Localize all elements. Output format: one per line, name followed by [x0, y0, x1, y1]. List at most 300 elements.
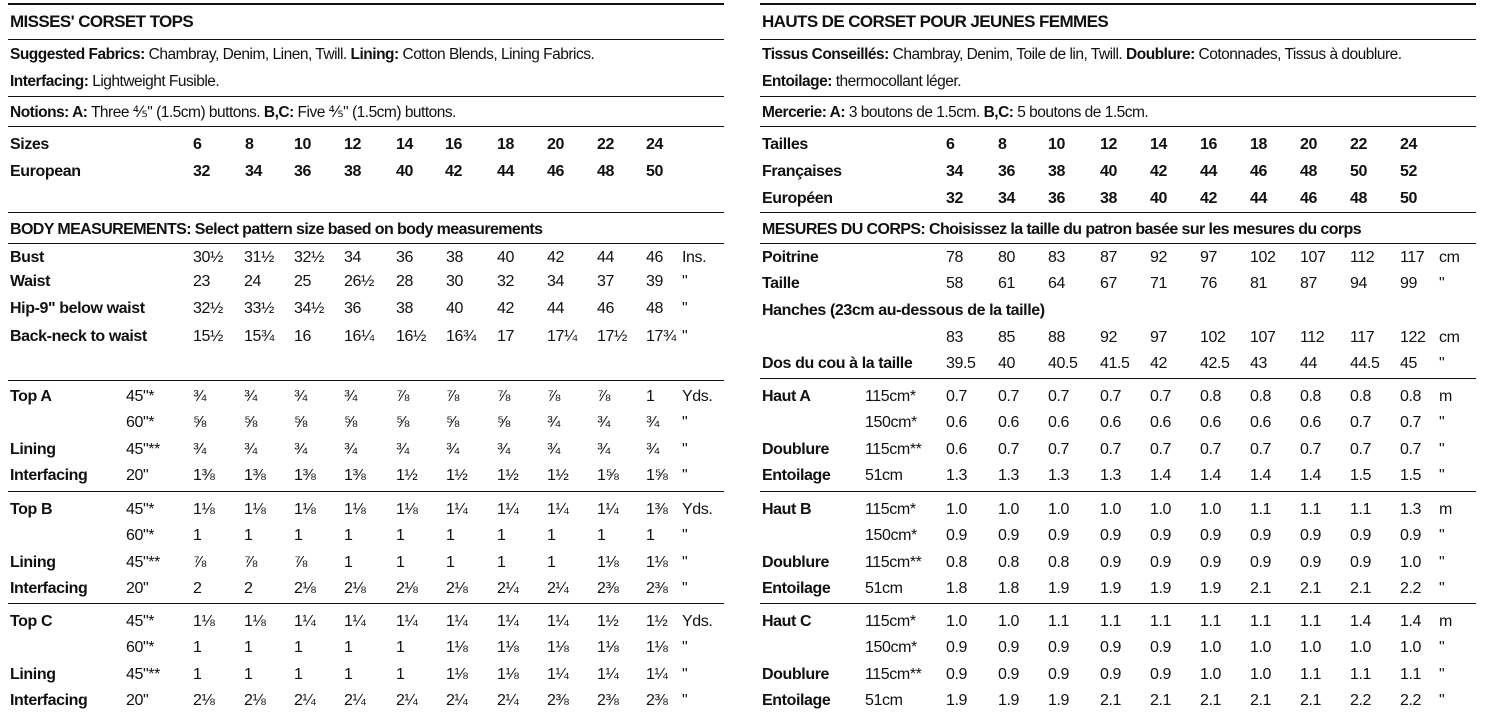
measurement-value: 16¼: [344, 328, 374, 345]
yardage-value: 2.1: [1250, 692, 1272, 709]
yardage-value: 0.9: [1150, 666, 1172, 683]
yardage-value: 1.1: [1100, 613, 1122, 630]
measurement-value: 40: [497, 249, 514, 266]
yardage-value: 1.0: [998, 501, 1020, 518]
measurement-value: 34: [547, 273, 564, 290]
yardage-value: 1.0: [946, 501, 968, 518]
yardage-value: 1.0: [1200, 666, 1222, 683]
measurement-value: 97: [1150, 329, 1167, 346]
measurement-value: 37: [597, 273, 614, 290]
rule: [760, 212, 1476, 213]
yardage-value: 1.9: [1100, 580, 1122, 597]
measurement-value: 92: [1150, 249, 1167, 266]
yardage-value: 0.8: [1200, 388, 1222, 405]
size-value: 48: [1350, 190, 1367, 207]
yardage-value: 1.1: [1350, 666, 1372, 683]
yardage-row-label: Haut B: [762, 501, 812, 518]
yardage-value: ¾: [294, 441, 307, 458]
yardage-value: 0.9: [1048, 639, 1070, 656]
yardage-value: 2: [193, 580, 202, 597]
measurement-value: 32: [497, 273, 514, 290]
yardage-value: 1.1: [1400, 666, 1422, 683]
measurement-value: 17¼: [547, 328, 577, 345]
yardage-value: 1.3: [998, 467, 1020, 484]
size-value: 44: [497, 163, 514, 180]
measurement-value: 32½: [294, 249, 324, 266]
size-row-label: Tailles: [762, 136, 808, 153]
yardage-value: ⅞: [294, 554, 307, 571]
fabric-width: 115cm*: [865, 613, 916, 630]
page-title: MISSES' CORSET TOPS: [10, 12, 194, 31]
yardage-value: 1: [646, 388, 655, 405]
measurement-value: 17¾: [646, 328, 676, 345]
measurement-value: 36: [344, 300, 361, 317]
french-panel: [760, 0, 1478, 715]
measurement-value: 42: [1150, 355, 1167, 372]
size-value: 6: [946, 136, 955, 153]
yardage-value: 1¼: [547, 501, 569, 518]
measurement-value: 76: [1200, 275, 1217, 292]
yardage-value: 0.9: [1300, 554, 1322, 571]
yardage-value: 0.9: [1100, 554, 1122, 571]
yardage-value: ¾: [646, 441, 659, 458]
measurement-value: 31½: [244, 249, 274, 266]
measurement-value: 78: [946, 249, 963, 266]
yardage-value: 0.9: [1150, 554, 1172, 571]
yardage-value: 1⅛: [497, 639, 519, 656]
measurement-value: 46: [597, 300, 614, 317]
unit-label: ": [682, 692, 688, 709]
yardage-value: ¾: [193, 441, 206, 458]
fabric-width: 45"**: [126, 441, 160, 458]
measurement-value: 58: [946, 275, 963, 292]
yardage-value: 2⅜: [646, 692, 668, 709]
yardage-value: 1.0: [1200, 639, 1222, 656]
yardage-row-label: Haut A: [762, 388, 811, 405]
unit-label: ": [1439, 554, 1445, 571]
unit-label: ": [1439, 639, 1445, 656]
yardage-value: 1: [396, 554, 405, 571]
measurement-value: 81: [1250, 275, 1267, 292]
measurement-value: 122: [1400, 329, 1426, 346]
yardage-value: 0.9: [1150, 639, 1172, 656]
size-value: 32: [193, 163, 210, 180]
fabric-width: 51cm: [865, 580, 903, 597]
unit-label: cm: [1439, 249, 1460, 266]
measurement-value: 80: [998, 249, 1015, 266]
measurement-value: 39: [646, 273, 663, 290]
size-value: 48: [597, 163, 614, 180]
size-value: 18: [1250, 136, 1267, 153]
fabric-width: 45"*: [126, 613, 155, 630]
yardage-value: 1.0: [1400, 639, 1422, 656]
body-measurements-header: MESURES DU CORPS: Choisissez la taille du patron basée sur les mesures du corps: [762, 221, 1362, 238]
yardage-row-label: Interfacing: [10, 580, 88, 597]
size-value: 50: [646, 163, 663, 180]
rule: [760, 39, 1476, 40]
fabric-width: 115cm**: [865, 554, 922, 571]
size-row-label: Sizes: [10, 136, 49, 153]
yardage-value: 2¼: [547, 580, 569, 597]
yardage-value: 2.2: [1350, 692, 1372, 709]
notions-line: Notions: A: Three ⅘" (1.5cm) buttons. B,C: Five ⅘" (1.5cm) buttons.: [10, 104, 456, 121]
yardage-value: 1: [497, 527, 506, 544]
unit-label: cm: [1439, 329, 1460, 346]
yardage-row-label: Doublure: [762, 666, 830, 683]
yardage-row-label: Interfacing: [10, 467, 88, 484]
size-row-label: Françaises: [762, 163, 842, 180]
size-value: 36: [294, 163, 311, 180]
yardage-value: 0.8: [946, 554, 968, 571]
yardage-value: 1¼: [547, 666, 569, 683]
yardage-value: 1: [344, 666, 353, 683]
fabric-width: 20": [126, 580, 149, 597]
unit-label: ": [682, 554, 688, 571]
unit-label: Ins.: [682, 249, 707, 266]
fabric-width: 115cm*: [865, 388, 916, 405]
fabric-width: 20": [126, 692, 149, 709]
yardage-value: ⅞: [446, 388, 459, 405]
unit-label: ": [1439, 666, 1445, 683]
yardage-value: 1⅜: [244, 467, 266, 484]
yardage-value: 2¼: [446, 692, 468, 709]
unit-label: Yds.: [682, 501, 713, 518]
yardage-value: 1⅛: [597, 639, 619, 656]
yardage-value: 0.6: [946, 414, 968, 431]
measurement-label: Taille: [762, 275, 800, 292]
measurement-value: 107: [1250, 329, 1276, 346]
yardage-value: 0.9: [1048, 666, 1070, 683]
yardage-value: 2¼: [294, 692, 316, 709]
yardage-value: 0.8: [1400, 388, 1422, 405]
yardage-value: 1⅛: [547, 639, 569, 656]
yardage-value: ¾: [344, 441, 357, 458]
yardage-value: ⅝: [294, 414, 307, 431]
yardage-value: 1.4: [1400, 613, 1422, 630]
yardage-value: 2¼: [396, 692, 418, 709]
measurement-value: 107: [1300, 249, 1326, 266]
yardage-value: 1: [193, 527, 202, 544]
unit-label: m: [1439, 613, 1452, 630]
yardage-value: 0.6: [1200, 414, 1222, 431]
measurement-value: 42: [547, 249, 564, 266]
size-value: 10: [294, 136, 311, 153]
measurement-value: 85: [998, 329, 1015, 346]
fabric-width: 150cm*: [865, 527, 917, 544]
measurement-value: 41.5: [1100, 355, 1130, 372]
yardage-value: 1.9: [1048, 580, 1070, 597]
yardage-value: 1: [294, 666, 303, 683]
yardage-value: 1.9: [1150, 580, 1172, 597]
yardage-value: 0.8: [998, 554, 1020, 571]
yardage-value: 0.6: [998, 414, 1020, 431]
yardage-value: 1¼: [446, 501, 468, 518]
yardage-value: 0.9: [1100, 639, 1122, 656]
size-value: 6: [193, 136, 202, 153]
yardage-value: ⅝: [396, 414, 409, 431]
fabric-width: 20": [126, 467, 149, 484]
yardage-value: 2⅜: [597, 580, 619, 597]
size-value: 46: [1300, 190, 1317, 207]
yardage-value: 1: [547, 527, 556, 544]
yardage-value: 1: [193, 639, 202, 656]
fabrics-line: Suggested Fabrics: Chambray, Denim, Linen, Twill. Lining: Cotton Blends, Lining Fabrics.: [10, 46, 595, 63]
yardage-value: 1.3: [946, 467, 968, 484]
unit-label: ": [682, 467, 688, 484]
yardage-value: ⅝: [446, 414, 459, 431]
yardage-value: 1: [294, 639, 303, 656]
measurement-value: 16: [294, 328, 311, 345]
yardage-value: 1⅛: [344, 501, 366, 518]
unit-label: ": [1439, 355, 1445, 372]
yardage-value: 0.7: [1400, 441, 1422, 458]
size-value: 38: [344, 163, 361, 180]
yardage-value: 1.9: [1048, 692, 1070, 709]
notions-line: Mercerie: A: 3 boutons de 1.5cm. B,C: 5 boutons de 1.5cm.: [762, 104, 1149, 121]
measurement-value: 92: [1100, 329, 1117, 346]
yardage-value: ⅝: [497, 414, 510, 431]
yardage-value: 2⅜: [597, 692, 619, 709]
yardage-value: 1.1: [1250, 501, 1272, 518]
yardage-value: 2.2: [1400, 580, 1422, 597]
yardage-value: 1½: [547, 467, 569, 484]
yardage-value: 1¼: [344, 613, 366, 630]
yardage-value: 0.7: [1350, 414, 1372, 431]
unit-label: ": [1439, 692, 1445, 709]
yardage-value: 0.7: [1400, 414, 1422, 431]
yardage-value: 1.9: [998, 692, 1020, 709]
yardage-row-label: Haut C: [762, 613, 812, 630]
yardage-value: 1.4: [1150, 467, 1172, 484]
yardage-value: 0.9: [946, 639, 968, 656]
measurement-label: Hip-9" below waist: [10, 300, 145, 317]
unit-label: ": [1439, 580, 1445, 597]
measurement-value: 24: [244, 273, 261, 290]
yardage-value: ¾: [294, 388, 307, 405]
measurement-value: 30½: [193, 249, 223, 266]
measurement-value: 38: [396, 300, 413, 317]
yardage-value: 0.7: [998, 388, 1020, 405]
rule: [760, 491, 1476, 492]
yardage-value: 1⅛: [446, 639, 468, 656]
yardage-value: ⅞: [244, 554, 257, 571]
measurement-value: 34½: [294, 300, 324, 317]
yardage-value: ¾: [396, 441, 409, 458]
yardage-value: ¾: [547, 414, 560, 431]
yardage-value: 0.9: [1400, 527, 1422, 544]
yardage-value: 2¼: [344, 692, 366, 709]
yardage-value: 1: [344, 639, 353, 656]
measurement-value: 26½: [344, 273, 374, 290]
yardage-value: ¾: [646, 414, 659, 431]
yardage-value: 0.7: [1350, 441, 1372, 458]
yardage-value: 0.6: [946, 441, 968, 458]
size-value: 38: [1100, 190, 1117, 207]
measurement-value: 94: [1350, 275, 1367, 292]
yardage-value: 1: [396, 639, 405, 656]
measurement-value: 87: [1100, 249, 1117, 266]
yardage-value: 0.7: [1150, 388, 1172, 405]
yardage-row-label: Entoilage: [762, 467, 831, 484]
yardage-value: 0.7: [1300, 441, 1322, 458]
yardage-value: 0.9: [1048, 527, 1070, 544]
yardage-value: ⅞: [597, 388, 610, 405]
yardage-value: 1: [497, 554, 506, 571]
yardage-value: 0.6: [1150, 414, 1172, 431]
measurement-value: 42.5: [1200, 355, 1230, 372]
yardage-value: 1⅛: [244, 613, 266, 630]
measurement-value: 88: [1048, 329, 1065, 346]
measurement-value: 99: [1400, 275, 1417, 292]
yardage-value: 1.1: [1350, 501, 1372, 518]
yardage-value: 1: [547, 554, 556, 571]
yardage-row-label: Lining: [10, 666, 56, 683]
size-value: 40: [1100, 163, 1117, 180]
size-value: 18: [497, 136, 514, 153]
fabric-width: 45"*: [126, 501, 155, 518]
yardage-value: 0.9: [1100, 666, 1122, 683]
rule: [8, 603, 724, 604]
measurement-value: 42: [497, 300, 514, 317]
yardage-value: 1: [244, 639, 253, 656]
measurement-value: 102: [1200, 329, 1226, 346]
yardage-value: 1⅜: [646, 501, 668, 518]
fabric-width: 60"*: [126, 639, 155, 656]
interfacing-line: Interfacing: Lightweight Fusible.: [10, 73, 220, 90]
yardage-value: ⅞: [497, 388, 510, 405]
rule: [8, 126, 724, 127]
yardage-row-label: Doublure: [762, 441, 830, 458]
measurement-label: Hanches (23cm au-dessous de la taille): [762, 302, 1045, 319]
yardage-value: 1: [193, 666, 202, 683]
rule: [760, 96, 1476, 97]
size-row-label: Européen: [762, 190, 833, 207]
size-value: 32: [946, 190, 963, 207]
measurement-value: 23: [193, 273, 210, 290]
unit-label: ": [1439, 441, 1445, 458]
yardage-value: 1⅜: [193, 467, 215, 484]
measurement-value: 36: [396, 249, 413, 266]
yardage-value: 1⅛: [244, 501, 266, 518]
measurement-value: 40.5: [1048, 355, 1078, 372]
unit-label: ": [682, 527, 688, 544]
size-value: 16: [1200, 136, 1217, 153]
rule: [760, 378, 1476, 379]
yardage-value: 2.2: [1400, 692, 1422, 709]
yardage-value: 1⅛: [446, 666, 468, 683]
measurement-value: 25: [294, 273, 311, 290]
measurement-value: 83: [946, 329, 963, 346]
measurement-value: 32½: [193, 300, 223, 317]
interfacing-line: Entoilage: thermocollant léger.: [762, 73, 961, 90]
yardage-value: 0.7: [1200, 441, 1222, 458]
yardage-value: 2⅛: [446, 580, 468, 597]
yardage-value: 0.6: [1048, 414, 1070, 431]
yardage-value: 0.9: [1300, 527, 1322, 544]
yardage-value: ⅞: [396, 388, 409, 405]
fabric-width: 60"*: [126, 527, 155, 544]
measurement-label: Dos du cou à la taille: [762, 355, 913, 372]
measurement-value: 34: [344, 249, 361, 266]
yardage-value: 0.9: [1250, 554, 1272, 571]
size-value: 40: [396, 163, 413, 180]
rule: [8, 491, 724, 492]
yardage-value: 1.8: [998, 580, 1020, 597]
measurement-label: Back-neck to waist: [10, 328, 147, 345]
yardage-value: 2.1: [1300, 692, 1322, 709]
unit-label: Yds.: [682, 388, 713, 405]
yardage-value: 1⅛: [396, 501, 418, 518]
yardage-value: 1¼: [547, 613, 569, 630]
yardage-value: 0.9: [946, 527, 968, 544]
unit-label: ": [682, 639, 688, 656]
yardage-value: 1: [597, 527, 606, 544]
size-value: 48: [1300, 163, 1317, 180]
yardage-value: 2.1: [1350, 580, 1372, 597]
measurement-value: 28: [396, 273, 413, 290]
fabric-width: 150cm*: [865, 414, 917, 431]
size-value: 34: [245, 163, 262, 180]
yardage-value: 0.9: [1250, 527, 1272, 544]
yardage-value: 2⅛: [193, 692, 215, 709]
yardage-value: 1.0: [1150, 501, 1172, 518]
yardage-value: ¾: [547, 441, 560, 458]
yardage-value: 0.9: [998, 639, 1020, 656]
yardage-value: 0.7: [1250, 441, 1272, 458]
yardage-value: 1: [446, 527, 455, 544]
rule: [8, 39, 724, 40]
yardage-value: 0.9: [1350, 527, 1372, 544]
yardage-value: 1½: [396, 467, 418, 484]
yardage-value: 1: [446, 554, 455, 571]
yardage-value: 1⅛: [597, 554, 619, 571]
unit-label: m: [1439, 501, 1452, 518]
measurement-value: 87: [1300, 275, 1317, 292]
yardage-value: 0.9: [1350, 554, 1372, 571]
yardage-row-label: Entoilage: [762, 692, 831, 709]
yardage-value: ⅝: [344, 414, 357, 431]
size-value: 8: [245, 136, 254, 153]
yardage-value: 1.3: [1400, 501, 1422, 518]
yardage-value: ¾: [597, 441, 610, 458]
yardage-value: ⅝: [193, 414, 206, 431]
rule: [8, 212, 724, 213]
yardage-value: ¾: [597, 414, 610, 431]
size-value: 52: [1400, 163, 1417, 180]
size-value: 44: [1250, 190, 1267, 207]
size-value: 46: [1250, 163, 1267, 180]
measurement-value: 117: [1350, 329, 1375, 346]
measurement-value: 64: [1048, 275, 1065, 292]
body-measurements-header: BODY MEASUREMENTS: Select pattern size based on body measurements: [10, 221, 543, 238]
measurement-value: 17: [497, 328, 514, 345]
yardage-value: 0.8: [1250, 388, 1272, 405]
yardage-value: 1.5: [1400, 467, 1422, 484]
fabric-width: 150cm*: [865, 639, 917, 656]
yardage-row-label: Lining: [10, 441, 56, 458]
yardage-value: 0.7: [1100, 441, 1122, 458]
yardage-value: 1: [294, 527, 303, 544]
top-rule: [8, 3, 724, 5]
yardage-row-label: Doublure: [762, 554, 830, 571]
yardage-value: 1.1: [1300, 501, 1322, 518]
yardage-value: 1.1: [1250, 613, 1272, 630]
yardage-value: 1.0: [1200, 501, 1222, 518]
yardage-value: 0.9: [1100, 527, 1122, 544]
measurement-value: 46: [646, 249, 663, 266]
unit-label: ": [682, 580, 688, 597]
yardage-value: 2.1: [1100, 692, 1122, 709]
